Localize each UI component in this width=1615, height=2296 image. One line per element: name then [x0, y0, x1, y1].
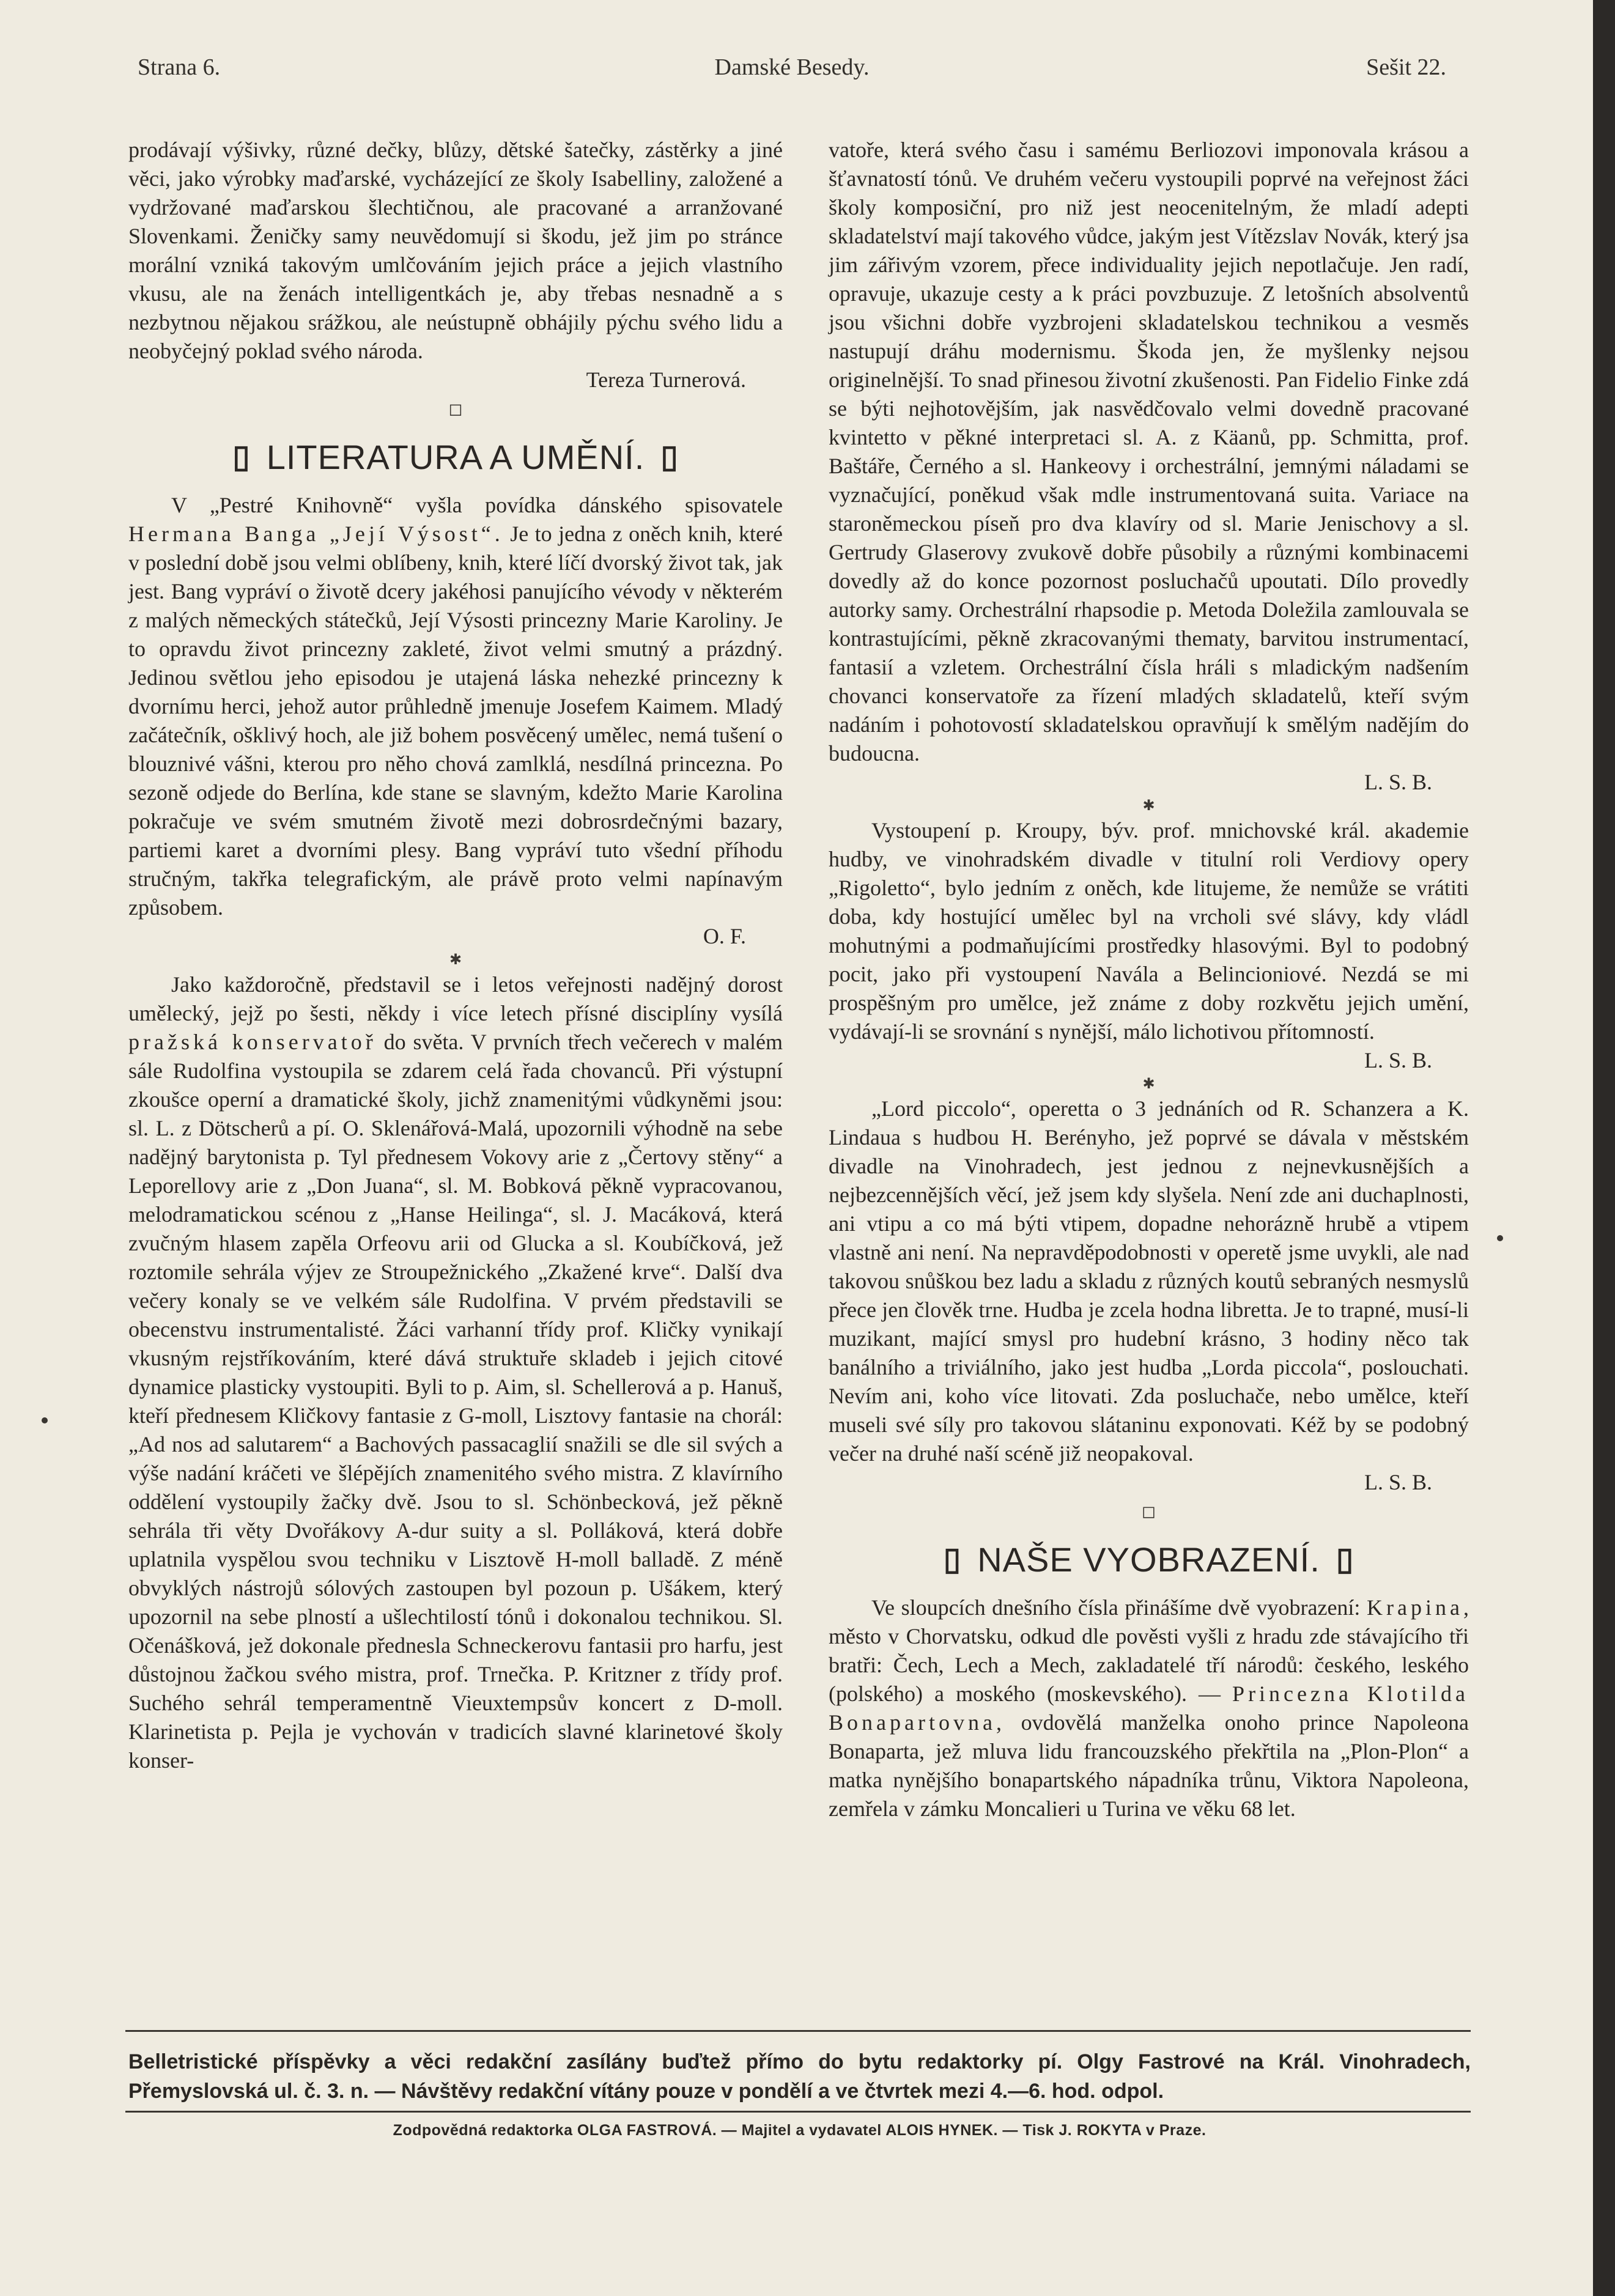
spaced-institution: pražská konservatoř: [128, 1030, 377, 1054]
footer-rule: [125, 2030, 1471, 2032]
intro-paragraph: prodávají výšivky, různé dečky, blůzy, dětské šatečky, zástěrky a jiné věci, jako výrobky maďarské, vycházející ze školy Isabelliny, založené a vydržované maďarskou šlechtičnou, ale pracované a arranžované Slovenkami. Ženičky samy neuvědomují si škodu, jež jim po stránce morální vzniká takovým umlčováním jejich práce a jejich vlastního vkusu, ale na ženách intelligentkách je, aby třebas nesnadně a s nezbytnou nějakou srážkou, ale neústupně obhájily pýchu svého lidu a neobyčejný poklad svého národa.: [128, 138, 783, 363]
spaced-place-name: Krapina: [1367, 1595, 1463, 1620]
article-signature: L. S. B.: [1364, 770, 1432, 794]
separator-star-icon: ✱: [449, 952, 462, 968]
imprint-line: Zodpovědná redaktorka OLGA FASTROVÁ. — Majitel a vydavatel ALOIS HYNEK. — Tisk J. ROKYTA v Praze.: [393, 2122, 1207, 2139]
page-header: [138, 54, 1446, 90]
article-text: Ve sloupcích dnešního čísla přinášíme dvě vyobrazení:: [871, 1595, 1367, 1620]
ornament-icon: ◻: [448, 400, 463, 419]
footer-rule: [125, 2111, 1471, 2113]
right-column: [829, 136, 1469, 1823]
article-text: , město v Chorvatsku, odkud dle pověsti vyšli z hradu zde stávajícího tři bratři: Čech, Lech a Mech, zakladatelé tří národů: českého, leského (polského) a moského (moskevského). —: [829, 1595, 1469, 1706]
article-text: Je to jedna z oněch knih, které v poslední době jsou velmi oblíbeny, knih, které líčí dvorský život tak, jak jest. Bang vypráví o životě dcery jakéhosi panujícího vévody v některém z malých německých státečků, Její Výsosti princezny Marie Karoliny. Je to opravdu život princezny zakleté, život velmi smutný a prázdný. Jedinou světlou jeho episodou je utajená láska nehezké princezny k dvornímu herci, jehož autor průhledně jmenuje Josefem Kaimem. Mladý začátečník, ošklivý hoch, ale již bohem posvěcený umělec, nemá tušení o blouznivé vášni, kterou pro něho chová zamlklá, nesdílná princezna. Po sezoně odjede do Berlína, kde stane se slavným, kdežto Marie Karolina pokračuje ve svém smutném životě mezi dobrosrdečnými bazary, partiemi karet a dvorními plesy. Bang vypráví tuto všední příhodu stručným, takřka telegrafickým, ale právě proto velmi napínavým způsobem.: [128, 522, 783, 920]
bracket-ornament-icon: ▯: [943, 1541, 962, 1577]
article-kroupa: Vystoupení p. Kroupy, býv. prof. mnichovské král. akademie hudby, ve vinohradském divadle v titulní roli Verdiovy opery „Rigoletto“, bylo jedním z oněch, kde litujeme, že nemůže se vrátiti doba, kdy hostující umělec byl na vrcholi své slávy, kdy vládl mohutnými a podmaňujícími prostředky hlasovými. Byl to podobný pocit, jako při vystoupení Navála a Belincioniové. Nezdá se mi prospěšným pro umělce, jež známe z doby rozkvětu jejich umění, vydávají-li se srovnání s nynější, málo lichotivou přítomností.: [829, 818, 1469, 1044]
article-signature: L. S. B.: [1364, 1048, 1432, 1072]
publication-title: Damské Besedy.: [714, 54, 870, 80]
section-title-literatura: [128, 429, 783, 485]
scan-edge: [1593, 0, 1615, 2296]
article-illustrations: [829, 1593, 1469, 1823]
article-bang: [128, 491, 783, 922]
article-text: , ovdovělá manželka onoho prince Napoleona Bonaparta, jež mluva lidu francouzského překřtila na „Plon-Plon“ a matka nynějšího bonapartského nápadníka trůnu, Viktora Napoleona, zemřela v zámku Moncalieri u Turina ve věku 68 let.: [829, 1710, 1469, 1821]
spaced-author-title: Hermana Banga „Její Výsost“.: [128, 522, 504, 546]
section-title-text: LITERATURA A UMĚNÍ.: [266, 437, 645, 476]
left-column: [128, 136, 783, 1775]
editorial-note: Belletristické příspěvky a věci redakční zasílány buďtež přímo do bytu redaktorky pí. Olgy Fastrové na Král. Vinohradech, Přemyslovská ul. č. 3. n. — Návštěvy redakční vítány pouze v pondělí a ve čtvrtek mezi 4.—6. hod. odpol.: [128, 2050, 1471, 2103]
section-title-text: NAŠE VYOBRAZENÍ.: [977, 1540, 1320, 1579]
page-number: Strana 6.: [138, 54, 221, 80]
article-conservatory: [128, 970, 783, 1775]
spaced-person-name: Princezna Klotilda Bonapartovna: [829, 1681, 1469, 1735]
issue-number: Sešit 22.: [1366, 54, 1446, 80]
bracket-ornament-icon: ▯: [660, 438, 679, 474]
section-title-vyobrazeni: [829, 1531, 1469, 1587]
bracket-ornament-icon: ▯: [232, 438, 251, 474]
article-text: V „Pestré Knihovně“ vyšla povídka dánského spisovatele: [171, 493, 783, 517]
ornament-icon: ◻: [1141, 1502, 1156, 1521]
article-conservatory-cont: vatoře, která svého času i samému Berliozovi imponovala krásou a šťavnatostí tónů. Ve druhém večeru vystoupili poprvé na veřejnost žáci školy komposiční, pro niž jest neocenitelným, že mladí adepti skladatelství mají takového vůdce, jakým jest Vítězslav Novák, který jsa jim zářivým vzorem, přece individuality jejich nepotlačuje. Jen radí, opravuje, ukazuje cesty a k práci povzbuzuje. Z letošních absolventů jsou všichni dobře vyzbrojeni skladatelskou technikou a vesměs nastupují dráhu modernismu. Škoda jen, že myšlenky nejsou originelnější. To snad přinesou životní zkušenosti. Pan Fidelio Finke zdá se býti nejhotovějším, jak nasvědčovalo velmi dovedně pracované kvintetto v pěkné interpretaci sl. A. z Käanů, pp. Schmitta, prof. Baštáře, Černého a sl. Hankeovy i orchestrální, jemnými náladami se vyznačující, poněkud však mdle instrumentovaná suita. Variace na staroněmeckou píseň pro dva klavíry od sl. Marie Jenischovy a sl. Gertrudy Glaserovy zvukově dobře působily a různými kombinacemi dovedly až do konce pozornost posluchačů upoutati. Dílo provedly autorky samy. Orchestrální rhapsodie p. Metoda Doležila zamlouvala se kontrastujícími, pěkně zkracovanými thematy, barvitou instrumentací, fantasií a vzletem. Orchestrální čísla hráli s mladickým nadšením chovanci konservatoře za řízení mladých skladatelů, kteří svým nadáním i pohotovostí skladatelskou opravňují k smělým nadějím do budoucna.: [829, 138, 1469, 766]
article-lord-piccolo: „Lord piccolo“, operetta o 3 jednáních od R. Schanzera a K. Lindaua s hudbou H. Berényho, jež poprvé se dávala v městském divadle na Vinohradech, jest jednou z nejnevkusnějších a nejbezcennějších věcí, jež jsem kdy slyšela. Není zde ani duchaplnosti, ani vtipu a co má býti vtipem, dopadne nehorázně hrubě a vtipem vlastně ani není. Na nepravděpodobnosti v operetě jsme uvykli, ale nad takovou snůškou bez ladu a skladu z různých koutů sebraných nesmyslů přece jen člověk trne. Hudba je zcela hodna libretta. Je to trapné, musí-li muzikant, mající smysl pro hudební krásno, 3 hodiny něco tak banálního a triviálního, jako jest hudba „Lorda piccola“, poslouchati. Nevím ani, koho více litovati. Zda posluchače, nebo umělce, kteří museli své síly pro takovou slátaninu exponovati. Kéž by se podobný večer na druhé naší scéně již neopakoval.: [829, 1096, 1469, 1466]
bracket-ornament-icon: ▯: [1336, 1541, 1354, 1577]
article-text: do světa. V prvních třech večerech v malém sále Rudolfina vystoupila se zdarem celá řada chovanců. Při výstupní zkoušce operní a dramatické školy, jichž znamenitými vůdkyněmi jsou: sl. L. z Dötscherů a pí. O. Sklenářová-Malá, upozornili výhodně na sebe nadějný barytonista p. Tyl přednesem Vokovy arie z „Čertovy stěny“ a Leporellovy arie z „Don Juana“, sl. M. Bobková pěkně vypracovanou, melodramatickou scénou z „Hanse Heilinga“, sl. J. Macáková, která zvučným hlasem zapěla Orfeovu arii od Glucka a sl. Koubíčková, jež roztomile sehrála výjev ze Stroupežnického „Zkažené krve“. Další dva večery konaly se ve velkém sále Rudolfina. V prvém představili se obecenstvu instrumentalisté. Žáci varhanní třídy prof. Kličky vynikají vkusným rejstříkováním, které dává struktuře skladeb i jejich citové dynamice plasticky vystoupiti. Byli to p. Aim, sl. Schellerová a p. Hanuš, kteří přednesem Kličkovy fantasie z G-moll, Lisztovy fantasie na chorál: „Ad nos ad salutarem“ a Bachových passacaglií snažili se dle sil svých a výše nadání kráčeti ve šlépějích znamenitého svého mistra. Z klavírního oddělení vystoupily žačky dvě. Jsou to sl. Schönbecková, jež pěkně sehrála tři věty Dvořákovy A-dur suity a sl. Polláková, která dobře uplatnila vyspělou svou techniku v Lisztově H-moll balladě. Z méně obvyklých nástrojů sólových zastoupen byl pozoun p. Ušákem, který upozornil na sebe plností a ušlechtilostí tónů i dokonalou technikou. Sl. Očenášková, jež dokonale přednesla Schneckerovu fantasii pro harfu, jest důstojnou žačkou svého mistra, prof. Trnečka. P. Kritzner z třídy prof. Suchého sehrál temperamentně Vieuxtempsův koncert z D-moll. Klarinetista p. Pejla je vychován v tradicích slavné klarinetové školy konser-: [128, 1030, 783, 1773]
article-text: Jako každoročně, představil se i letos veřejnosti nadějný dorost umělecký, jejž po šesti, někdy i více letech přísné disciplíny vysílá: [128, 972, 783, 1025]
intro-signature: Tereza Turnerová.: [586, 367, 746, 392]
separator-star-icon: ✱: [1142, 798, 1155, 814]
article-signature: L. S. B.: [1364, 1470, 1432, 1494]
stray-dot: [42, 1417, 48, 1423]
separator-star-icon: ✱: [1142, 1076, 1155, 1092]
article-signature: O. F.: [703, 924, 746, 948]
stray-dot: [1497, 1235, 1503, 1241]
